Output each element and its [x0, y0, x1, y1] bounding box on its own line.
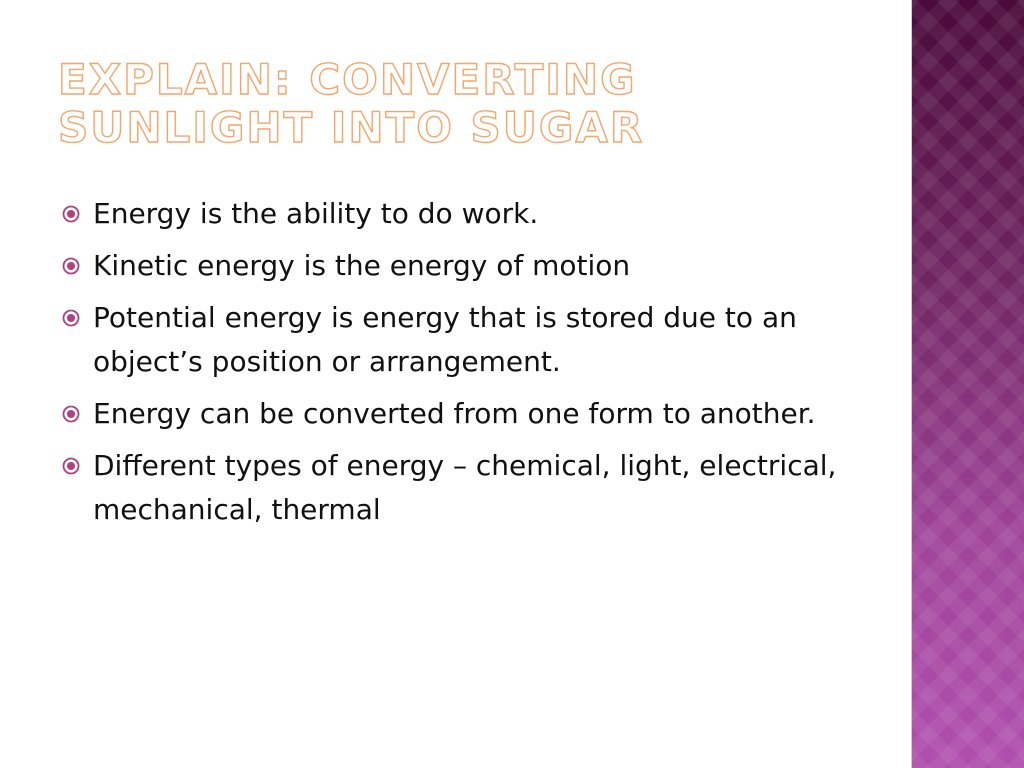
decorative-side-panel [912, 0, 1024, 768]
circled-dot-bullet-icon [62, 405, 80, 423]
circled-dot-bullet-icon [62, 257, 80, 275]
bullet-text: Potential energy is energy that is stored due to an object’s position or arrangement. [93, 301, 797, 378]
bullet-item [62, 244, 862, 288]
bullet-text: Energy can be converted from one form to another. [93, 397, 816, 430]
bullet-text: Different types of energy – chemical, light, electrical, mechanical, thermal [93, 449, 837, 526]
bullet-item [62, 296, 862, 384]
circled-dot-bullet-icon [62, 205, 80, 223]
bullet-item [62, 192, 862, 236]
circled-dot-bullet-icon [62, 457, 80, 475]
bullet-text: Kinetic energy is the energy of motion [93, 249, 631, 282]
bullet-text: Energy is the ability to do work. [93, 197, 539, 230]
bullet-item [62, 392, 862, 436]
bullet-item [62, 444, 862, 532]
bullet-list [62, 192, 862, 540]
slide-title: EXPLAIN: CONVERTING SUNLIGHT INTO SUGAR [58, 55, 645, 152]
circled-dot-bullet-icon [62, 309, 80, 327]
